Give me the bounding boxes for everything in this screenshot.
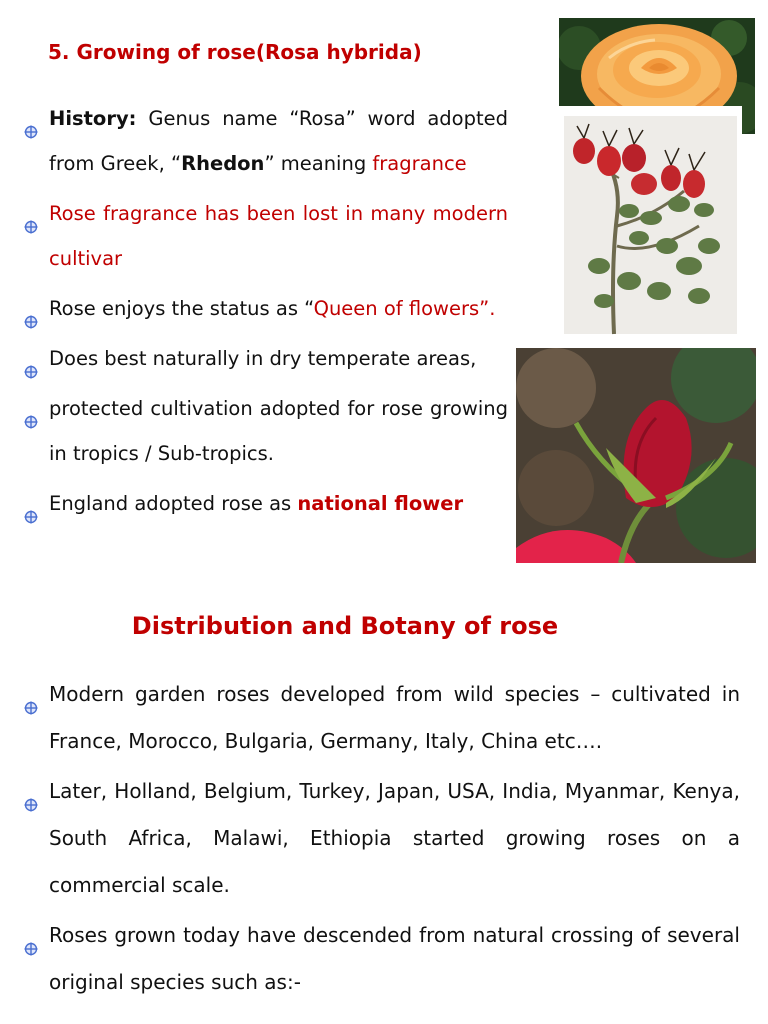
text-segment: national flower (297, 492, 464, 515)
text-segment: fragrance (372, 152, 467, 175)
bullet-text (49, 386, 508, 476)
text-segment: Rhedon (181, 152, 265, 175)
bullet-text (49, 481, 508, 526)
text-segment: Genus name “Rosa” word adopted from Greek, “ (49, 107, 508, 175)
text-segment: Queen of flowers”. (313, 297, 496, 320)
text-segment: Rose fragrance has been lost in many modern cultivar (49, 202, 508, 270)
bullet-icon (24, 782, 38, 796)
bullet-text: Later, Holland, Belgium, Turkey, Japan, USA, India, Myanmar, Kenya, South Africa, Malawi, Ethiopia started growing roses on a commercial scale. (49, 779, 740, 897)
bullet-text: Modern garden roses developed from wild species – cultivated in France, Morocco, Bulgaria, Germany, Italy, China etc…. (49, 682, 740, 753)
bullet-icon (24, 685, 38, 699)
bullet-text (49, 286, 508, 331)
section-title: Distribution and Botany of rose (131, 612, 559, 640)
text-segment: ” meaning (264, 152, 373, 175)
bullet-icon (24, 495, 38, 509)
red-rose-bud-photo (516, 348, 756, 563)
bullet-icon (24, 205, 38, 219)
text-segment: England adopted rose as (49, 492, 298, 515)
bullet-text (49, 191, 508, 281)
bullet-icon (24, 300, 38, 314)
bullet-icon (24, 350, 38, 364)
bullet-icon (24, 400, 38, 414)
bullet-icon (24, 926, 38, 940)
text-segment: protected cultivation adopted for rose growing in tropics / Sub-tropics. (49, 397, 508, 465)
bullet-text: Roses grown today have descended from natural crossing of several original species such as:- (49, 923, 740, 994)
bullet-icon (24, 110, 38, 124)
page-heading: 5. Growing of rose(Rosa hybrida) (48, 40, 422, 64)
text-segment: History: (49, 107, 137, 130)
text-segment: Does best naturally in dry temperate areas, (49, 347, 477, 370)
text-segment: Rose enjoys the status as “ (49, 297, 314, 320)
rose-hips-photo (559, 106, 742, 336)
bullet-text (49, 96, 508, 186)
bullet-text (49, 336, 508, 381)
